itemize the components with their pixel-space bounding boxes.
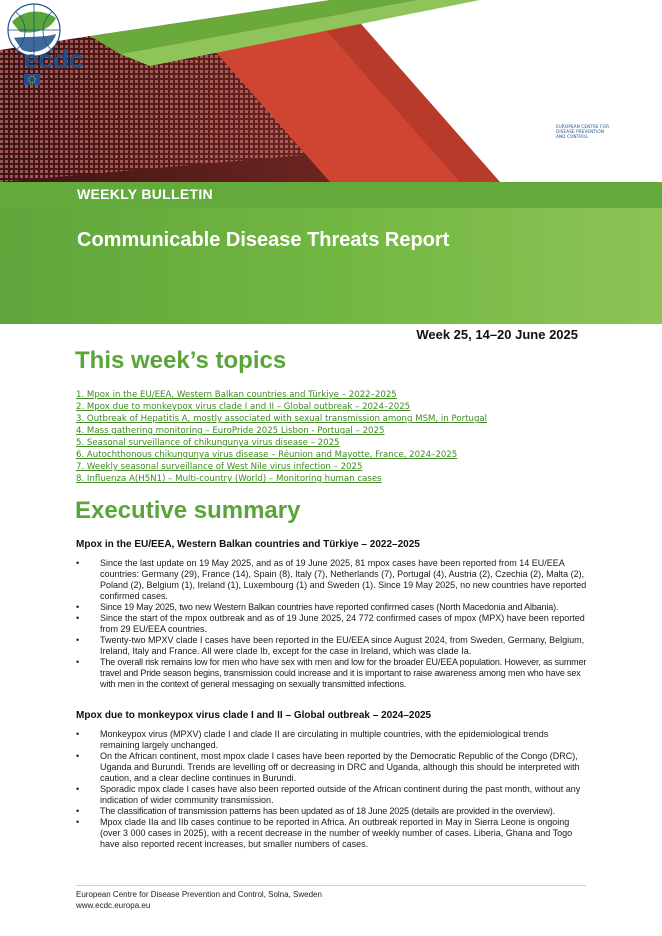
- section-title-mpox-eu: Mpox in the EU/EEA, Western Balkan countries and Türkiye – 2022–2025: [76, 539, 420, 550]
- logo-subtitle: [556, 124, 636, 139]
- list-item: • The classification of transmission patterns has been updated as of 18 June 2025 (details are provided in the overview).: [76, 806, 588, 817]
- list-item: [76, 413, 616, 425]
- list-item: [76, 461, 616, 473]
- list-item: [76, 473, 616, 485]
- footer: [76, 889, 322, 911]
- list-item: • Since the last update on 19 May 2025, and as of 19 June 2025, 81 mpox cases have been reported from 14 EU/EEA countries: Germany (29), France (14), Spain (8), Italy (7), Netherlands (7), Portugal (4), Austria (2), Czechia (2), Malta (2), Poland (2), Belgium (1), Ireland (1), Luxembourg (1) and Sweden (1). Since 19 May 2025, no new countries have reported confirmed cases.: [76, 558, 588, 602]
- list-item: • The overall risk remains low for men who have sex with men and low for the broader EU/EEA population. However, as summer travel and Pride season begins, transmission could increase and it is important to raise awareness among men who have sex with men in the context of general messaging on sexually transmitted infections.: [76, 657, 588, 690]
- bullet-list-mpox-eu: [76, 558, 588, 690]
- topic-link[interactable]: 3. Outbreak of Hepatitis A, mostly associated with sexual transmission among MSM, in Portugal: [76, 414, 488, 424]
- topic-link[interactable]: 7. Weekly seasonal surveillance of West Nile virus infection – 2025: [76, 462, 363, 472]
- list-item: • Mpox clade IIa and IIb cases continue to be reported in Africa. An outbreak reported in May in Sierra Leone is ongoing (over 3 000 cases in 2025), with a recent decrease in the number of weekly number of cases. Liberia, Ghana and Togo have also reported recent increases, but smaller numbers of cases.: [76, 817, 588, 850]
- topic-link[interactable]: 8. Influenza A(H5N1) – Multi-country (World) – Monitoring human cases: [76, 474, 382, 484]
- bulletin-label: WEEKLY BULLETIN: [77, 186, 213, 202]
- logo-wordmark: ecdc: [24, 44, 84, 74]
- topic-link[interactable]: 2. Mpox due to monkeypox virus clade I and II – Global outbreak – 2024–2025: [76, 402, 411, 412]
- list-item: • Sporadic mpox clade I cases have also been reported outside of the African continent during the past month, without any indication of wider community transmission.: [76, 784, 588, 806]
- logo-subtitle-line-1: EUROPEAN CENTRE FOR: [556, 124, 610, 129]
- list-item: • Monkeypox virus (MPXV) clade I and clade II are circulating in multiple countries, with the epidemiological trends remaining largely unchanged.: [76, 729, 588, 751]
- topic-link[interactable]: 1. Mpox in the EU/EEA, Western Balkan countries and Türkiye – 2022–2025: [76, 390, 397, 400]
- list-item: [76, 425, 616, 437]
- logo-subtitle-line-3: AND CONTROL: [556, 134, 589, 139]
- report-title: Communicable Disease Threats Report: [77, 229, 450, 251]
- list-item: • Twenty-two MPXV clade I cases have been reported in the EU/EEA since August 2024, from Sweden, Germany, Belgium, Ireland, Italy and France. All were clade Ib, except for the case in Ireland, which was clade Ia.: [76, 635, 588, 657]
- list-item: • On the African continent, most mpox clade I cases have been reported by the Democratic Republic of the Congo (DRC), Uganda and Burundi. Trends are levelling off or decreasing in DRC and Uganda, although this should be interpreted with caution, and a clear decline continues in Burundi.: [76, 751, 588, 784]
- ecdc-logo: [0, 0, 112, 92]
- eu-flag-icon: [24, 74, 40, 85]
- list-item: • Since 19 May 2025, two new Western Balkan countries have reported confirmed cases (North Macedonia and Albania).: [76, 602, 588, 613]
- topics-list: [76, 389, 616, 485]
- topic-link[interactable]: 4. Mass gathering monitoring – EuroPride 2025 Lisbon - Portugal – 2025: [76, 426, 385, 436]
- list-item: [76, 401, 616, 413]
- week-label: Week 25, 14–20 June 2025: [416, 327, 578, 342]
- footer-divider: [76, 885, 586, 886]
- topics-heading: This week’s topics: [75, 347, 287, 374]
- section-title-mpox-global: Mpox due to monkeypox virus clade I and II – Global outbreak – 2024–2025: [76, 710, 432, 721]
- list-item: [76, 449, 616, 461]
- footer-website: www.ecdc.europa.eu: [76, 901, 151, 910]
- footer-organisation: European Centre for Disease Prevention and Control, Solna, Sweden: [76, 890, 322, 899]
- logo-subtitle-line-2: DISEASE PREVENTION: [556, 129, 605, 134]
- list-item: [76, 437, 616, 449]
- list-item: • Since the start of the mpox outbreak and as of 19 June 2025, 24 772 confirmed cases of mpox (MPX) have been reported from 29 EU/EEA countries.: [76, 613, 588, 635]
- topic-link[interactable]: 6. Autochthonous chikungunya virus disease – Réunion and Mayotte, France, 2024–2025: [76, 450, 458, 460]
- topic-link[interactable]: 5. Seasonal surveillance of chikungunya virus disease – 2025: [76, 438, 340, 448]
- bullet-list-mpox-global: [76, 729, 588, 850]
- executive-summary-heading: Executive summary: [75, 497, 301, 524]
- header-banner: [0, 0, 662, 182]
- list-item: [76, 389, 616, 401]
